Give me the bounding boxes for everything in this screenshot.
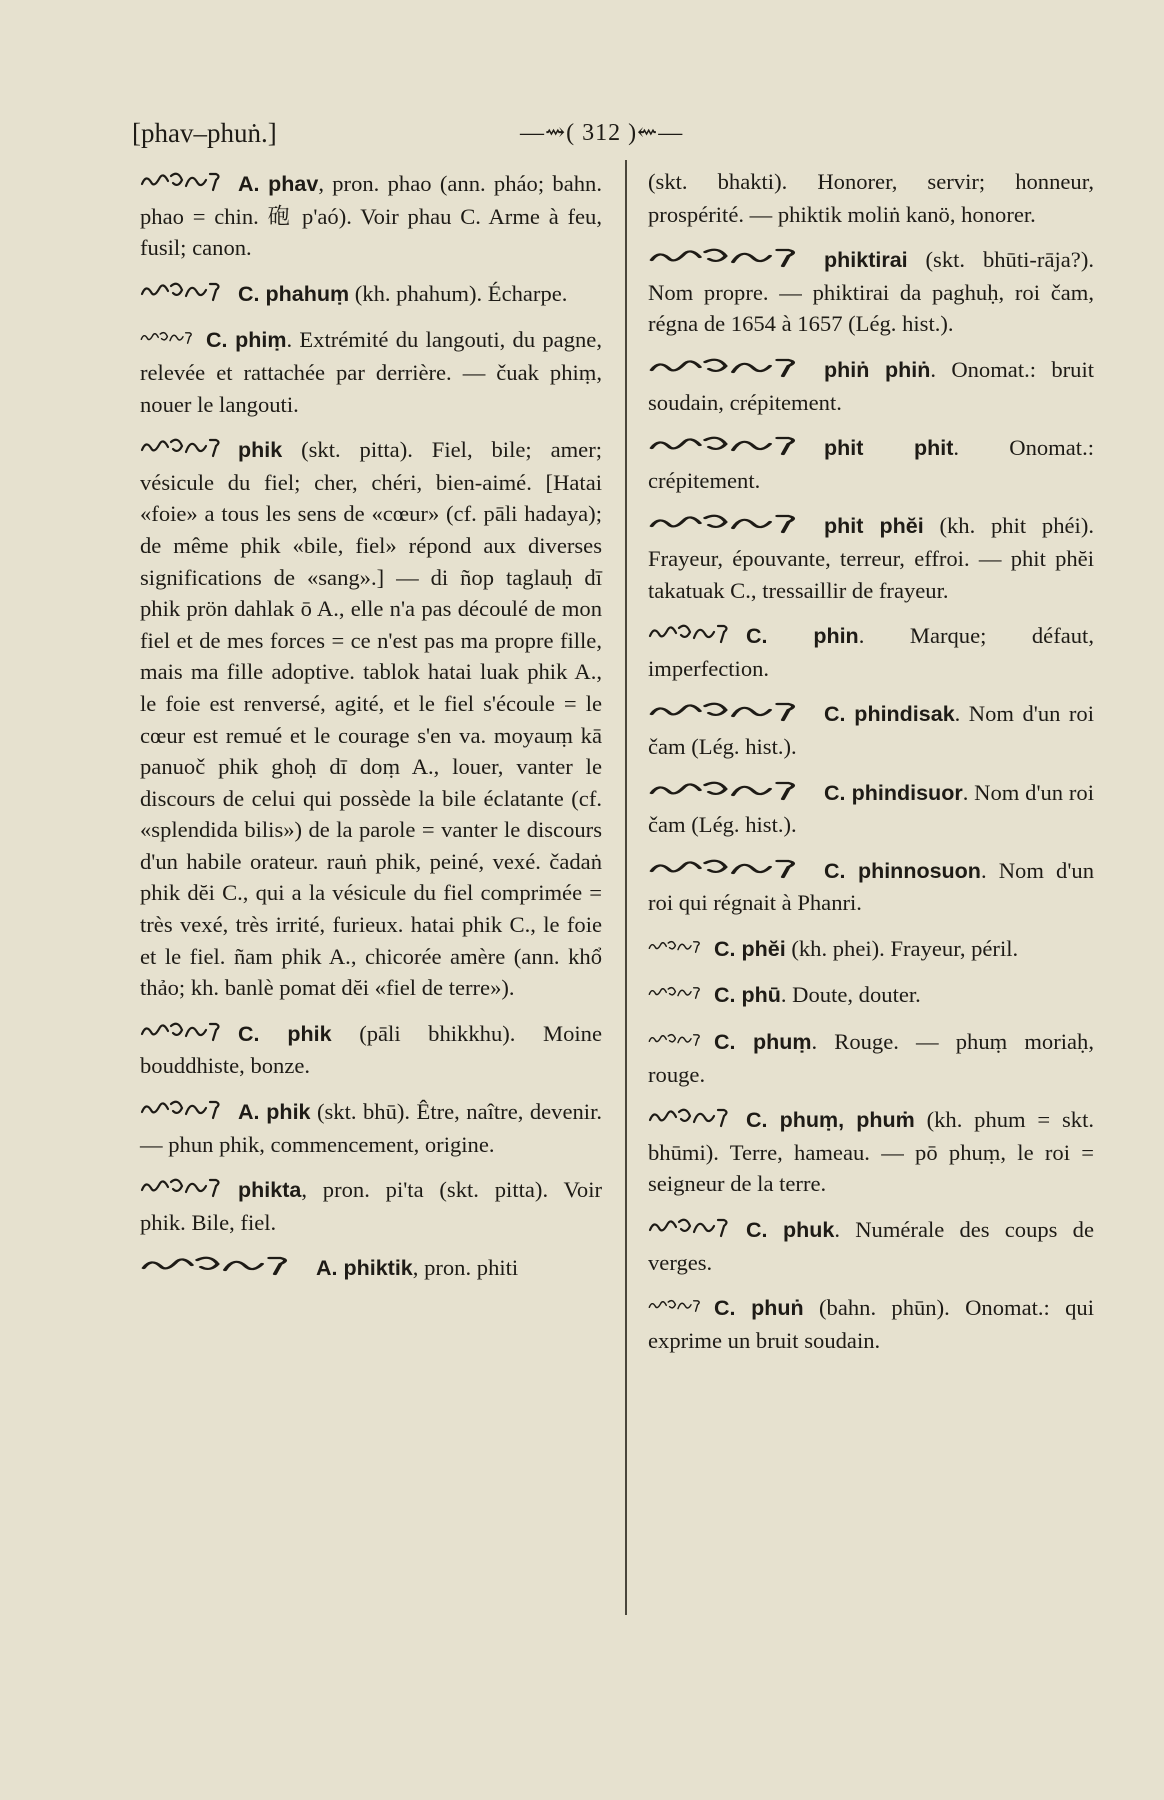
entry-headword: C. phin — [746, 624, 859, 649]
entry-phikta — [140, 1174, 602, 1238]
entry-phindisuor — [648, 777, 1094, 841]
entry-phiktik-continued — [648, 166, 1094, 230]
entry-headword: C. phinnosuon — [824, 858, 981, 883]
entry-definition: (kh. phit phéi). Frayeur, épouvante, terreur, effroi. — phit phĕi takatuak C., tressaillir de frayeur. — [648, 513, 1094, 603]
entry-phav — [140, 168, 602, 264]
cham-script-glyph — [648, 981, 708, 1005]
entry-definition: . Nom d'un roi čam (Lég. hist.). — [648, 701, 1094, 759]
cham-script-glyph — [648, 700, 818, 724]
entry-definition: (kh. phahum). Écharpe. — [349, 280, 568, 306]
entry-phit-phei — [648, 510, 1094, 606]
cham-script-glyph — [648, 356, 818, 380]
entry-definition: . Numérale des coups de verges. — [648, 1217, 1094, 1275]
left-column — [140, 168, 602, 1299]
page-header — [0, 118, 1164, 158]
cham-script-glyph — [140, 1254, 310, 1278]
entry-headword: phit phit — [824, 436, 954, 461]
entry-headword: C. phū — [714, 983, 781, 1008]
cham-script-glyph — [648, 1216, 740, 1240]
entry-definition: (bahn. phūn). Onomat.: qui exprime un bruit soudain. — [648, 1295, 1094, 1353]
entry-headword: C. phindisak — [824, 702, 955, 727]
entry-phuk — [648, 1214, 1094, 1278]
entry-definition: (skt. bhakti). Honorer, servir; honneur, prospérité. — phiktik moliṅ kanö, honorer. — [648, 169, 1094, 227]
cham-script-glyph — [140, 436, 232, 460]
entry-phik-etre — [140, 1096, 602, 1160]
page-number: —⇝( 312 )⇜— — [520, 120, 684, 146]
entry-definition: . Onomat.: bruit soudain, crépitement. — [648, 356, 1094, 415]
entry-phit-phit — [648, 432, 1094, 496]
entry-headword: C. phuṅ — [714, 1296, 804, 1321]
cham-script-glyph — [648, 1028, 708, 1052]
cham-script-glyph — [140, 170, 232, 194]
entry-headword: phiktirai — [824, 248, 908, 273]
entry-headword: A. phik — [238, 1100, 311, 1125]
entry-phindisak — [648, 698, 1094, 762]
cham-script-glyph — [648, 246, 818, 270]
cham-script-glyph — [140, 1176, 232, 1200]
entry-definition: . Extrémité du langouti, du pagne, relevée et rattachée par derrière. — čuak phiṃ, nouer le langouti. — [140, 327, 602, 417]
entry-headword: C. phahuṃ — [238, 281, 350, 306]
cham-script-glyph — [648, 1106, 740, 1130]
entry-phiktik — [140, 1252, 602, 1285]
entry-headword: phik — [238, 438, 283, 463]
entry-phin — [648, 620, 1094, 684]
entry-definition: (kh. phei). Frayeur, péril. — [785, 935, 1019, 961]
entry-phun — [648, 1292, 1094, 1356]
entry-definition: . Doute, douter. — [780, 982, 921, 1008]
entry-definition: (pāli bhikkhu). Moine bouddhiste, bonze. — [140, 1020, 602, 1079]
entry-phim — [140, 324, 602, 420]
column-divider — [625, 160, 627, 1615]
entry-definition: , pron. pi'ta (skt. pitta). Voir phik. Bile, fiel. — [140, 1177, 602, 1235]
entry-headword: phikta — [238, 1178, 302, 1203]
entry-headword: phiṅ phiṅ — [824, 357, 931, 382]
entry-headword: C. phuṃ — [714, 1030, 812, 1055]
entry-definition: . Nom d'un roi čam (Lég. hist.). — [648, 779, 1095, 838]
right-column — [648, 166, 1094, 1370]
cham-script-glyph — [648, 1294, 708, 1318]
entry-definition: (skt. bhūti-rāja?). Nom propre. — phiktirai da paghuḥ, roi čam, régna de 1654 à 1657 (Lég. hist.). — [648, 247, 1094, 337]
cham-script-glyph — [648, 779, 818, 803]
cham-script-glyph — [648, 935, 708, 959]
entry-definition: . Marque; défaut, imperfection. — [648, 623, 1094, 681]
entry-phik — [140, 434, 602, 1004]
entry-definition: (skt. bhū). Être, naître, devenir. — phun phik, commencement, origine. — [140, 1099, 602, 1157]
entry-definition: . Rouge. — phuṃ moriaḥ, rouge. — [648, 1029, 1094, 1087]
entry-phiktirai — [648, 244, 1094, 340]
running-head: [phav–phuṅ.] — [132, 118, 277, 148]
entry-phinnosuon — [648, 855, 1094, 919]
entry-headword: C. phik — [238, 1021, 332, 1046]
cham-script-glyph — [648, 512, 818, 536]
entry-phum — [648, 1026, 1094, 1090]
entry-definition: , pron. phiti — [412, 1255, 519, 1281]
entry-headword: C. phĕi — [714, 936, 786, 961]
entry-phik-bonze — [140, 1018, 602, 1082]
entry-definition: , pron. phao (ann. pháo; bahn. phao = chin. 砲 p'aó). Voir phau C. Arme à feu, fusil; canon. — [140, 171, 602, 261]
entry-headword: C. phiṃ — [206, 328, 287, 353]
entry-phei — [648, 933, 1094, 966]
cham-script-glyph — [648, 434, 818, 458]
entry-definition: . Nom d'un roi qui régnait à Phanri. — [648, 857, 1094, 916]
entry-phu — [648, 979, 1094, 1012]
cham-script-glyph — [648, 857, 818, 881]
entry-headword: C. phuk — [746, 1218, 835, 1243]
cham-script-glyph — [648, 622, 740, 646]
entry-headword: phit phĕi — [824, 514, 924, 539]
entry-definition: (kh. phum = skt. bhūmi). Terre, hameau. — pō phuṃ, le roi = seigneur de la terre. — [648, 1107, 1094, 1197]
entry-headword: A. phiktik — [316, 1256, 413, 1281]
entry-definition: (skt. pitta). Fiel, bile; amer; vésicule du fiel; cher, chéri, bien-aimé. [Hatai «foie» a tous les sens de «cœur» (cf. pāli hadaya); de même phik «bile, fiel» répond aux diverses significations de «sang».] — di ñop taglauḥ dī phik prön dahlak ō A., elle n'a pas découlé de mon fiel et de mes forces = ce n'est pas ma propre fille, mais ma fille adoptive. tablok hatai luak phik A., le foie est renversé, agité, et le fiel s'écoule = le cœur est remué et le courage s'en va. moyauṃ kā panuoč phik ghoḥ dī doṃ A., louer, vanter le discours de celui qui possède la bile éclatante (cf. «splendida bilis») de la parole = vanter le discours d'un habile orateur. rauṅ phik, peiné, vexé. čadaṅ phik dĕi C., qui a la vésicule du fiel comprimée = très vexé, très irrité, furieux. hatai phik C., le foie et le fiel. ñam phik A., chicorée amère (ann. khổ thảo; kh. banlè pomat dĕi «fiel de terre»). — [140, 437, 602, 1001]
cham-script-glyph — [140, 1020, 232, 1044]
cham-script-glyph — [140, 280, 232, 304]
entry-definition: . Onomat.: crépitement. — [648, 435, 1094, 493]
entry-phin-phin — [648, 354, 1094, 418]
entry-headword: C. phindisuor — [824, 780, 963, 805]
entry-phum-terre — [648, 1104, 1094, 1200]
entry-phahum — [140, 278, 602, 311]
entry-headword: A. phav — [238, 172, 319, 196]
cham-script-glyph — [140, 1098, 232, 1122]
entry-headword: C. phuṃ, phuṁ — [746, 1108, 915, 1133]
cham-script-glyph — [140, 326, 200, 350]
